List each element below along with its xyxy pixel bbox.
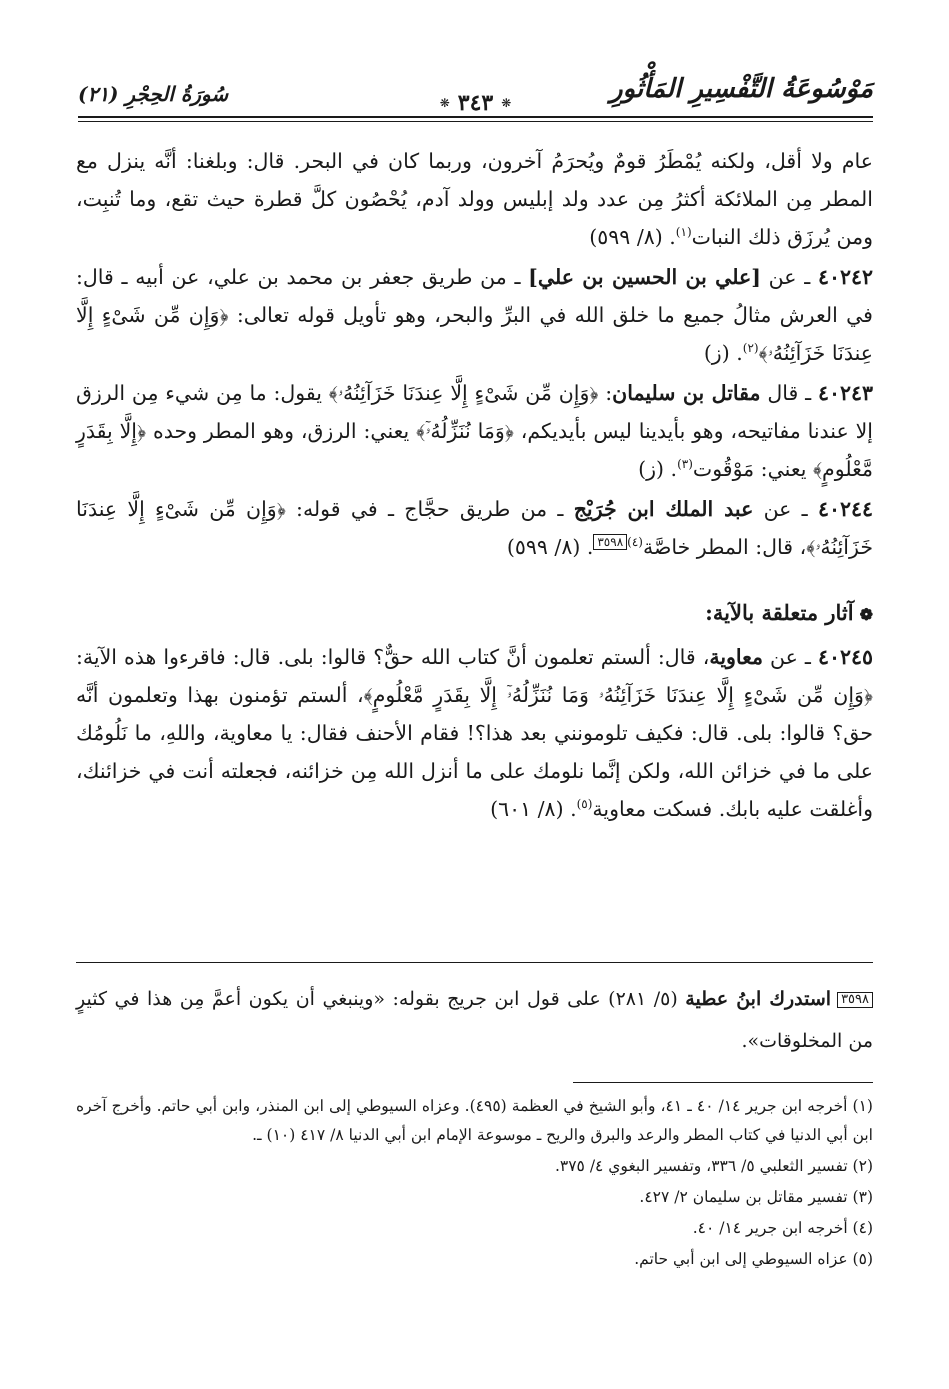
page-header [78, 68, 873, 122]
narration-text: ، قال: ألستم تعلمون أنَّ كتاب الله حقٌّ؟ قالوا: بلى. قال: فاقرءوا هذه الآية: ﴿وَإِن مِّن شَىْءٍ إِلَّا عِندَنَا خَزَآئِنُهُۥ وَمَا نُنَزِّلُهُۥٓ إِلَّا بِقَدَرٍ مَّعْلُومٍ﴾، ألستم تؤمنون بهذا وتعلمون أنَّه حق؟ قالوا: بلى. قال: فكيف تلومونني بعد هذا؟! فقام الأحنف فقال: يا معاوية، واللهِ، ما نَلُومُك على ما في خزائن الله، ولكن إنَّما نلومك على ما أنزل الله مِن خزائنه، فجعلته أنت في خزائنك، وأغلقت عليه بابك. فسكت معاوية [76, 645, 873, 821]
volume-reference: . (ز) [703, 341, 743, 365]
volume-reference: . (٨/ ٥٩٩) [506, 535, 594, 559]
narration-number: ٤٠٢٤٤ [817, 497, 873, 521]
narration-paragraph [76, 374, 873, 488]
footnote-ref[interactable]: (٢) [742, 341, 759, 356]
footnote-ref[interactable]: (٣) [677, 457, 693, 472]
narration-prefix: ـ عن [753, 497, 818, 521]
narrator-name: معاوية [709, 645, 764, 669]
narrator-name: عبد الملك ابن جُرَيْج [573, 497, 754, 521]
narration-number: ٤٠٢٤٢ [817, 265, 873, 289]
footnote: (٥) عزاه السيوطي إلى ابن أبي حاتم. [634, 1250, 873, 1268]
narration-paragraph [76, 490, 873, 566]
footnote: (٤) أخرجه ابن جرير ١٤/ ٤٠. [692, 1219, 873, 1237]
narration-paragraph [76, 638, 873, 828]
footnotes [76, 1092, 873, 1274]
narration-prefix: ـ عن [760, 265, 818, 289]
narration-paragraph [76, 258, 873, 372]
volume-reference: . (٨/ ٥٩٩) [589, 225, 676, 249]
ornament-icon: ❋ [439, 96, 450, 110]
narration-text: ـ من طريق حجَّاج ـ في قوله: ﴿وَإِن مِّن شَىْءٍ إِلَّا عِندَنَا خَزَآئِنُهُۥ﴾، قال: المطر خاصَّة [76, 497, 873, 559]
narration-text: ـ من طريق جعفر بن محمد بن علي، عن أبيه ـ قال: في العرش مثالُ جميع ما خلق الله في البرِّ والبحر، وهو تأويل قوله تعالى: ﴿وَإِن مِّن شَىْءٍ إِلَّا عِندَنَا خَزَآئِنُهُۥ﴾ [76, 265, 873, 365]
page-number: ٣٤٣ [457, 90, 494, 116]
narration-text: : ﴿وَإِن مِّن شَىْءٍ إِلَّا عِندَنَا خَزَآئِنُهُۥ﴾ يقول: ما مِن شيء مِن الرزق إلا عندنا مفاتيحه، وهو بأيدينا ليس بأيديكم، ﴿وَمَا نُنَزِّلُهُۥٓ﴾ يعني: الرزق، وهو المطر وحده ﴿إِلَّا بِقَدَرٍ مَّعْلُومٍ﴾ يعني: مَوْقُوت [76, 381, 873, 481]
flower-ornament-icon: ❁ [859, 605, 873, 624]
main-text [76, 142, 873, 828]
footnote: (١) أخرجه ابن جرير ١٤/ ٤٠ ـ ٤١، وأبو الشيخ في العظمة (٤٩٥). وعزاه السيوطي إلى ابن المنذر، وابن أبي حاتم. وأخرج آخره ابن أبي الدنيا في كتاب المطر والرعد والبرق والريح ـ موسوعة الإمام ابن أبي الدنيا ٨/ ٤١٧ (١٠) ـ. [76, 1097, 873, 1144]
footnote: (٢) تفسير الثعلبي ٥/ ٣٣٦، وتفسير البغوي ٤/ ٣٧٥. [554, 1157, 873, 1175]
ornament-icon: ❋ [501, 96, 512, 110]
footnote-rule [573, 1082, 873, 1083]
commentary-text: (٥/ ٢٨١) على قول ابن جريج بقوله: «وينبغي أن يكون أعمَّ مِن هذا في كثيرٍ من المخلوقات». [76, 988, 873, 1052]
commentary-number-box: ٣٥٩٨ [837, 992, 873, 1008]
narration-text: عام ولا أقل، ولكنه يُمْطَرُ قومٌ ويُحرَمُ آخرون، وربما كان في البحر. قال: وبلغنا: أنَّه ينزل مع المطر مِن الملائكة أكثرُ مِن عدد ولد إبليس وولد آدم، يُحْصُون كلَّ قطرة حيث تقع، وما تُنبِت، ومن يُرزَق ذلك النبات [76, 149, 873, 249]
narration-paragraph [76, 142, 873, 256]
commentary-lead: استدرك ابنُ عطية [685, 988, 832, 1010]
surah-title: سُورَةُ الحِجْرِ (٢١) [78, 82, 229, 106]
footnote-ref[interactable]: (٤) [627, 535, 643, 550]
commentary-note [76, 978, 873, 1062]
header-rule [78, 116, 873, 122]
narration-prefix: ـ عن [763, 645, 818, 669]
commentary-rule [76, 962, 873, 963]
narration-number: ٤٠٢٤٥ [817, 645, 873, 669]
narrator-name: مقاتل بن سليمان [612, 381, 761, 405]
section-heading-text: آثار متعلقة بالآية: [705, 600, 854, 625]
commentary-ref-box[interactable]: ٣٥٩٨ [593, 534, 627, 550]
narration-prefix: ـ قال [760, 381, 818, 405]
footnote: (٣) تفسير مقاتل بن سليمان ٢/ ٤٢٧. [639, 1188, 873, 1206]
narrator-name: [علي بن الحسين بن علي] [528, 265, 761, 289]
narration-number: ٤٠٢٤٣ [817, 381, 874, 405]
section-heading [76, 596, 873, 632]
running-title: مَوْسُوعَةُ التَّفْسِيرِ المَأْثُورِ [610, 74, 873, 104]
volume-reference: . (ز) [638, 457, 678, 481]
page-number-group [440, 90, 512, 116]
footnote-ref[interactable]: (٥) [576, 797, 593, 812]
volume-reference: . (٨/ ٦٠١) [490, 797, 577, 821]
footnote-ref[interactable]: (١) [675, 225, 692, 240]
